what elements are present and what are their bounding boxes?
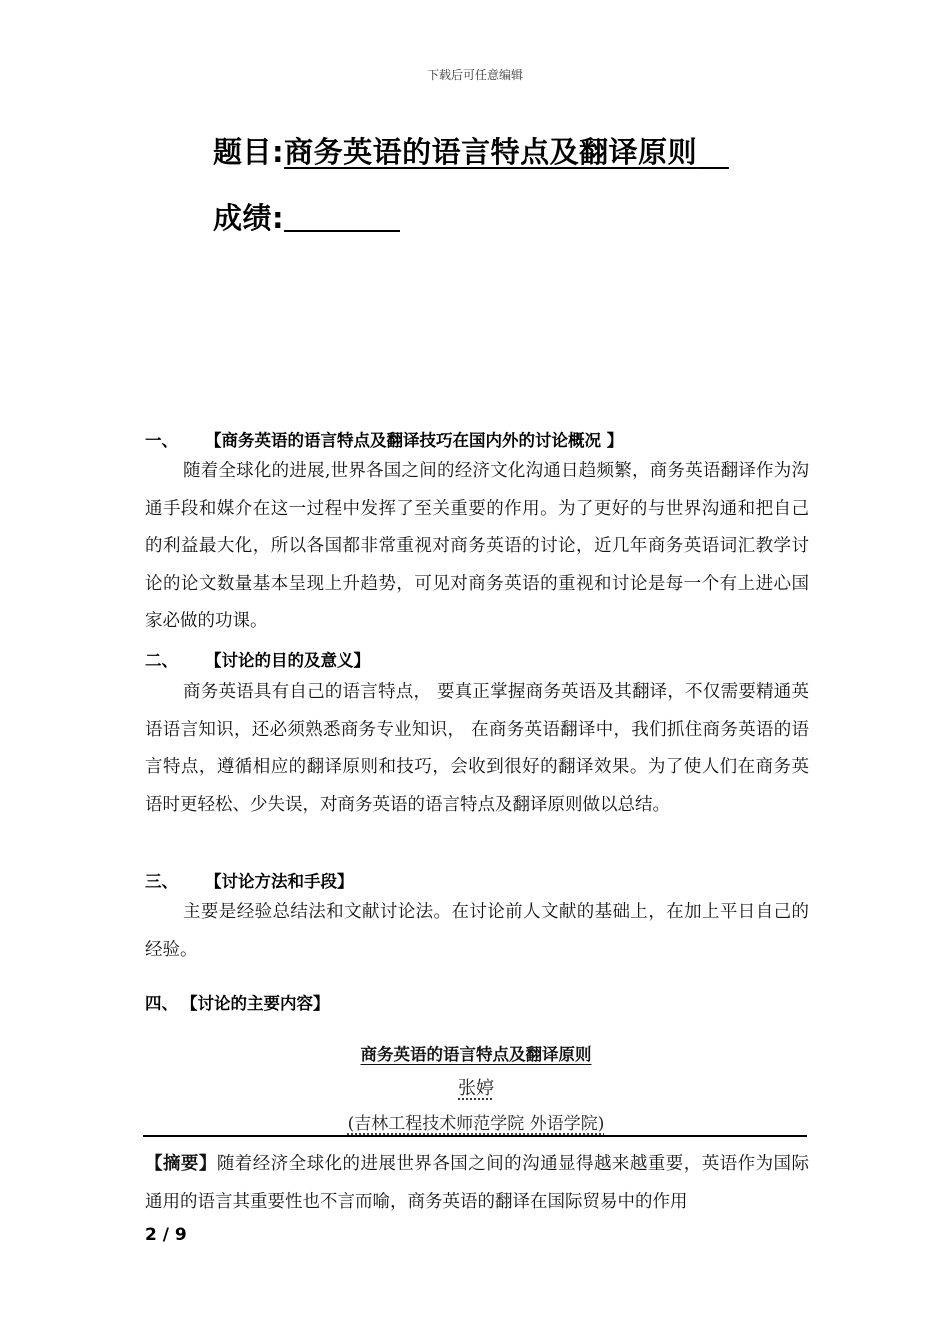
section-heading-3 [145,868,354,892]
section-title: 【讨论的主要内容】 [181,994,330,1013]
section-title: 【商务英语的语言特点及翻译技巧在国内外的讨论概况 】 [205,431,624,450]
section-heading-2 [145,647,370,671]
title-text: 商务英语的语言特点及翻译原则 [284,135,698,169]
page-number: 2 / 9 [145,1225,187,1245]
section-number: 一、 [145,431,178,450]
section-body-2: 商务英语具有自己的语言特点， 要真正掌握商务英语及其翻译，不仅需要精通英语语言知识，还必须熟悉商务专业知识， 在商务英语翻译中，我们抓住商务英语的语言特点，遵循相应的翻译原则和技巧，会收到很好的翻译效果。为了使人们在商务英语时更轻松、少失误，对商务英语的语言特点及翻译原则做以总结。 [145,682,809,815]
title-label: 题目: [213,135,285,169]
section-number: 二、 [145,651,178,670]
section-body-3: 主要是经验总结法和文献讨论法。在讨论前人文献的基础上，在加上平日自己的经验。 [145,902,809,960]
section-heading-4 [145,990,330,1014]
section-number: 三、 [145,872,178,891]
header-note: 下载后可任意编辑 [426,68,523,82]
section-title: 【讨论的目的及意义】 [205,651,370,670]
abstract-text: 随着经济全球化的进展世界各国之间的沟通显得越来越重要，英语作为国际通用的语言其重要性也不言而喻，商务英语的翻译在国际贸易中的作用 [145,1154,810,1212]
section-number: 四、 [145,994,178,1013]
score-label: 成绩: [213,201,285,235]
title-line [213,130,729,171]
paper-title: 商务英语的语言特点及翻译原则 [360,1045,592,1064]
section-heading-1 [145,427,623,451]
paper-author: 张婷 [458,1078,494,1099]
divider-rule [143,1135,807,1137]
section-title: 【讨论方法和手段】 [205,872,354,891]
score-line [213,196,400,237]
abstract-label: 【摘要】 [145,1154,217,1174]
paper-affiliation: (吉林工程技术师范学院 外语学院) [347,1114,605,1134]
paper-abstract [145,1146,809,1221]
section-body-1: 随着全球化的进展,世界各国之间的经济文化沟通日趋频繁，商务英语翻译作为沟通手段和媒介在这一过程中发挥了至关重要的作用。为了更好的与世界沟通和把自己的利益最大化，所以各国都非常重视对商务英语的讨论，近几年商务英语词汇教学讨论的论文数量基本呈现上升趋势，可见对商务英语的重视和讨论是每一个有上进心国家必做的功课。 [145,461,809,631]
score-blank [284,204,400,232]
